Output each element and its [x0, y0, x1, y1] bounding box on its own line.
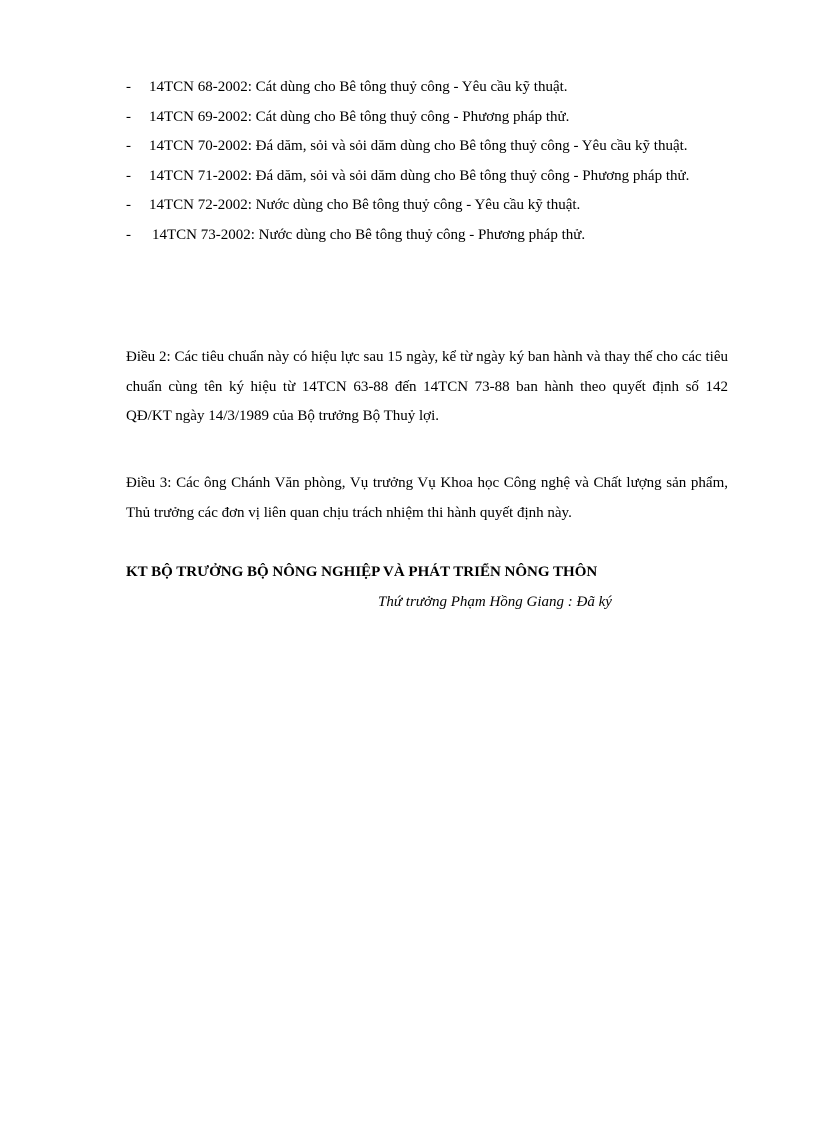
- list-item: [126, 221, 728, 251]
- standard-text: 14TCN 71-2002: Đá dăm, sỏi và sỏi dăm dùng cho Bê tông thuỷ công - Phương pháp thử.: [149, 167, 690, 184]
- list-item: [126, 191, 728, 221]
- article-3-paragraph: Điều 3: Các ông Chánh Văn phòng, Vụ trưởng Vụ Khoa học Công nghệ và Chất lượng sản phẩm, Thủ trưởng các đơn vị liên quan chịu trách nhiệm thi hành quyết định này.: [126, 475, 728, 521]
- list-bullet: -: [126, 108, 131, 125]
- list-item: [126, 132, 728, 162]
- signature-title: KT BỘ TRƯỞNG BỘ NÔNG NGHIỆP VÀ PHÁT TRIỂN NÔNG THÔN: [126, 564, 598, 580]
- signer-line: Thứ trưởng Phạm Hồng Giang : Đã ký: [378, 594, 612, 610]
- standard-text: 14TCN 72-2002: Nước dùng cho Bê tông thuỷ công - Yêu cầu kỹ thuật.: [149, 197, 581, 213]
- list-bullet: -: [126, 138, 131, 154]
- list-item: [126, 103, 728, 133]
- standard-text: 14TCN 70-2002: Đá dăm, sỏi và sỏi dăm dùng cho Bê tông thuỷ công - Yêu cầu kỹ thuật.: [149, 138, 688, 154]
- standard-text: 14TCN 68-2002: Cát dùng cho Bê tông thuỷ công - Yêu cầu kỹ thuật.: [149, 79, 568, 95]
- list-bullet: -: [126, 226, 131, 243]
- standard-text: 14TCN 69-2002: Cát dùng cho Bê tông thuỷ công - Phương pháp thử.: [149, 108, 570, 125]
- list-bullet: -: [126, 79, 131, 95]
- standards-list: [126, 73, 728, 250]
- standard-text: 14TCN 73-2002: Nước dùng cho Bê tông thuỷ công - Phương pháp thử.: [152, 226, 586, 243]
- list-bullet: -: [126, 167, 131, 184]
- list-item: [126, 162, 728, 192]
- list-bullet: -: [126, 197, 131, 213]
- list-item: [126, 73, 728, 103]
- article-2-paragraph: Điều 2: Các tiêu chuẩn này có hiệu lực sau 15 ngày, kể từ ngày ký ban hành và thay thế cho các tiêu chuẩn cùng tên ký hiệu từ 14TCN 63-88 đến 14TCN 73-88 ban hành theo quyết định số 142 QĐ/KT ngày 14/3/1989 của Bộ trưởng Bộ Thuỷ lợi.: [126, 349, 728, 424]
